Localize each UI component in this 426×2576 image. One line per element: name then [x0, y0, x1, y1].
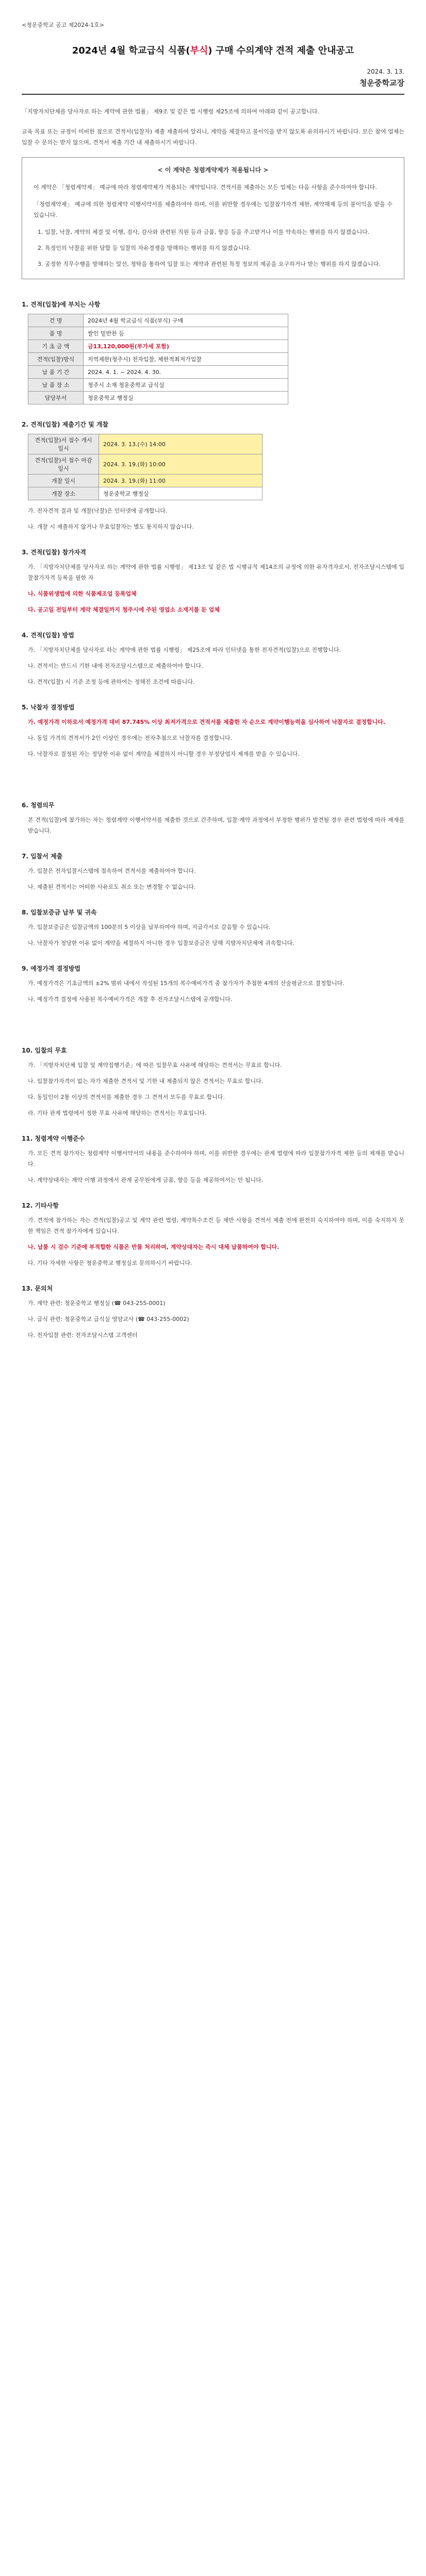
schedule-table — [28, 434, 263, 500]
title-area — [22, 43, 404, 57]
section-award-method — [22, 703, 404, 759]
section-paragraph: 가. 입찰은 전자입찰시스템에 접속하여 견적서를 제출하여야 합니다. — [28, 868, 196, 874]
section-heading: 2. 견적(입찰) 제출기간 및 개찰 — [22, 421, 109, 428]
section-heading: 11. 청렴계약 이행준수 — [22, 1135, 85, 1142]
section-paragraph: 다. 견적(입찰) 시 기준 조정 등에 관하여는 정해진 조건에 따릅니다. — [28, 679, 195, 685]
intro-text: 「지방자치단체를 당사자로 하는 계약에 관한 법률」 제9조 및 같은 법 시행령 제25조에 의하여 아래와 같이 공고합니다. — [22, 108, 320, 115]
section-note: 나. 개찰 시 제출하지 않거나 무효입찰자는 별도 통지하지 않습니다. — [28, 523, 194, 530]
table-key: 납 품 장 소 — [28, 379, 84, 392]
section-integrity — [22, 801, 404, 836]
section-paragraph: 본 견적(입찰)에 참가하는 자는 청렴계약 이행서약서를 제출한 것으로 간주하며, 입찰·계약 과정에서 부정한 행위가 발견될 경우 관련 법령에 따라 제재를 받습니다. — [28, 817, 404, 834]
section-submission — [22, 852, 404, 892]
section-misc — [22, 1201, 404, 1268]
section-heading: 6. 청렴의무 — [22, 802, 55, 809]
table-row — [28, 474, 263, 487]
table-row — [28, 314, 288, 327]
table-value: 2024년 4월 학교급식 식품(부식) 구매 — [84, 314, 288, 327]
section-paragraph: 나. 납품 시 검수 기준에 부적합한 식품은 반품 처리하며, 계약상대자는 즉시 대체 납품하여야 합니다. — [28, 1244, 280, 1250]
section-heading: 5. 낙찰자 결정방법 — [22, 704, 75, 711]
table-value: 청주시 소재 청운중학교 급식실 — [84, 379, 288, 392]
section-paragraph: 나. 낙찰자가 정당한 이유 없이 계약을 체결하지 아니한 경우 입찰보증금은 당해 지방자치단체에 귀속합니다. — [28, 940, 294, 946]
date-org-block — [22, 66, 404, 89]
table-value: 지역제한(청주시) 전자입찰, 제한적최저가입찰 — [84, 353, 288, 366]
table-key: 개찰 장소 — [28, 487, 99, 500]
section-paragraph: 다. 공고일 전일부터 계약 체결일까지 청주시에 주된 영업소 소재지를 둔 업체 — [28, 606, 220, 613]
title-divider — [22, 94, 404, 95]
section-estimated-price — [22, 964, 404, 1005]
page-title: 2024년 4월 학교급식 식품(부식) 구매 수의계약 견적 제출 안내공고 — [72, 45, 354, 56]
table-row — [28, 434, 263, 454]
section-paragraph: 가. 견적에 참가하는 자는 견적(입찰)공고 및 계약 관련 법령, 계약특수조건 등 제반 사항을 견적서 제출 전에 완전히 숙지하여야 하며, 이를 숙지하지 못한 책임은 견적 참가자에게 있습니다. — [28, 1217, 404, 1234]
table-key: 개찰 일시 — [28, 474, 99, 487]
section-bid-items — [22, 300, 404, 404]
section-bid-method — [22, 631, 404, 687]
section-paragraph: 나. 예정가격 결정에 사용된 복수예비가격은 개찰 후 전자조달시스템에 공개합니다. — [28, 996, 233, 1003]
issuer-name: 청운중학교장 — [359, 78, 404, 88]
table-row — [28, 340, 288, 353]
table-row — [28, 353, 288, 366]
table-key: 견적(입찰)서 접수 마감일시 — [28, 454, 99, 474]
table-key: 견적(입찰)방식 — [28, 353, 84, 366]
intro-text-2: 교육 목표 또는 규정이 미비한 점으로 견적서(입찰자) 제출 제출하여 알리니, 계약을 체결하고 불이익을 받지 않도록 유의하시기 바랍니다. 모든 참여 업체는 입찰 수 문의는 받지 않으며, 견적서 제출 기간 내 제출하시기 바랍니다. — [22, 128, 404, 146]
section-contact — [22, 1284, 404, 1341]
section-paragraph: 라. 기타 관계 법령에서 정한 무효 사유에 해당하는 견적서는 무효입니다. — [28, 1110, 207, 1116]
section-heading: 10. 입찰의 무효 — [22, 1047, 67, 1054]
table-row — [28, 454, 263, 474]
notice-date: 2024. 3. 13. — [367, 68, 404, 75]
integrity-item: 2. 특정인의 낙찰을 위한 담합 등 입찰의 자유경쟁을 방해하는 행위를 하지 않겠습니다. — [38, 245, 251, 251]
table-value: 금13,120,000원(부가세 포함) — [84, 340, 288, 353]
table-value: 청운중학교 행정실 — [99, 487, 263, 500]
integrity-para-2: 「청렴계약제」 예규에 의한 청렴계약 이행서약서를 제출하여야 하며, 이를 위반할 경우에는 입찰참가자격 제한, 계약해제 등의 불이익을 받을 수 있습니다. — [34, 201, 392, 218]
table-row — [28, 392, 288, 404]
table-value: 쌀인 밑반찬 등 — [84, 327, 288, 340]
table-key: 견적(입찰)서 접수 개시일시 — [28, 434, 99, 454]
table-key: 건 명 — [28, 314, 84, 327]
integrity-box-title: < 이 계약은 청렴계약제가 적용됩니다 > — [157, 166, 269, 174]
integrity-item: 1. 입찰, 낙찰, 계약의 체결 및 이행, 검사, 감사와 관련된 직원 등과 금품, 향응 등을 주고받거나 이를 약속하는 행위를 하지 않겠습니다. — [38, 229, 370, 235]
section-deposit — [22, 908, 404, 948]
table-key: 품 명 — [28, 327, 84, 340]
section-heading: 3. 견적(입찰) 참가자격 — [22, 549, 86, 556]
table-row — [28, 379, 288, 392]
integrity-para-1: 이 계약은 「청렴계약제」 예규에 따라 청렴계약제가 적용되는 계약입니다. 견적서를 제출하는 모든 업체는 다음 사항을 준수하여야 합니다. — [34, 184, 377, 191]
section-paragraph: 나. 제출된 견적서는 어떠한 사유로도 취소 또는 변경할 수 없습니다. — [28, 884, 196, 890]
section-heading: 7. 입찰서 제출 — [22, 853, 63, 860]
section-heading: 4. 견적(입찰) 방법 — [22, 632, 74, 639]
table-key: 담당부서 — [28, 392, 84, 404]
table-row — [28, 327, 288, 340]
section-heading: 1. 견적(입찰)에 부치는 사항 — [22, 301, 101, 308]
section-paragraph: 나. 견적서는 반드시 기한 내에 전자조달시스템으로 제출하여야 합니다. — [28, 663, 203, 669]
section-integrity-compliance — [22, 1134, 404, 1185]
section-paragraph: 가. 예정가격 이하로서 예정가격 대비 87.745% 이상 최저가격으로 견적서를 제출한 자 순으로 계약이행능력을 심사하여 낙찰자로 결정합니다. — [28, 719, 386, 725]
section-schedule — [22, 420, 404, 532]
section-heading: 8. 입찰보증금 납부 및 귀속 — [22, 909, 97, 916]
notice-number: <청운중학교 공고 제2024-1호> — [22, 22, 105, 28]
section-paragraph: 가. 「지방자치단체를 당사자로 하는 계약에 관한 법률 시행령」 제25조에 따라 인터넷을 통한 전자견적(입찰)으로 진행합니다. — [28, 647, 341, 653]
section-paragraph: 다. 기타 자세한 사항은 청운중학교 행정실로 문의하시기 바랍니다. — [28, 1260, 192, 1266]
section-note: 가. 전자견적 결과 및 개찰(낙찰)은 인터넷에 공개합니다. — [28, 507, 168, 514]
section-paragraph: 나. 동일 가격의 견적서가 2인 이상인 경우에는 전자추첨으로 낙찰자를 결정합니다. — [28, 735, 233, 741]
table-value: 2024. 3. 19.(화) 10:00 — [99, 454, 263, 474]
section-paragraph: 나. 계약상대자는 계약 이행 과정에서 관계 공무원에게 금품, 향응 등을 제공하여서는 안 됩니다. — [28, 1177, 264, 1183]
section-paragraph: 가. 「지방자치단체 입찰 및 계약집행기준」에 따른 입찰무효 사유에 해당하는 견적서는 무효로 합니다. — [28, 1062, 282, 1069]
spacer — [22, 1010, 404, 1030]
section-eligibility — [22, 548, 404, 615]
section-heading: 9. 예정가격 결정방법 — [22, 965, 81, 972]
section-paragraph: 가. 모든 견적 참가자는 청렴계약 이행서약서의 내용을 준수하여야 하며, 이를 위반한 경우에는 관계 법령에 따라 입찰참가자격 제한 등의 제재를 받습니다. — [28, 1150, 404, 1167]
section-paragraph: 나. 입찰참가자격이 없는 자가 제출한 견적서 및 기한 내 제출되지 않은 견적서는 무효로 합니다. — [28, 1078, 264, 1084]
integrity-item: 3. 공정한 직무수행을 방해하는 알선, 청탁을 통하여 입찰 또는 계약과 관련된 특정 정보의 제공을 요구하거나 받는 행위를 하지 않겠습니다. — [38, 261, 381, 267]
spacer — [22, 765, 404, 785]
section-paragraph: 다. 전자입찰 관련: 전자조달시스템 고객센터 — [28, 1332, 138, 1338]
bid-info-table — [28, 314, 288, 404]
section-paragraph: 가. 예정가격은 기초금액의 ±2% 범위 내에서 작성된 15개의 복수예비가격 중 참가자가 추첨한 4개의 산술평균으로 결정합니다. — [28, 980, 345, 987]
integrity-box — [22, 157, 404, 279]
section-paragraph: 다. 낙찰자로 결정된 자는 정당한 이유 없이 계약을 체결하지 아니할 경우 부정당업자 제재를 받을 수 있습니다. — [28, 751, 300, 757]
table-value: 2024. 4. 1. ~ 2024. 4. 30. — [84, 366, 288, 379]
section-invalid-bids — [22, 1046, 404, 1118]
section-paragraph: 가. 입찰보증금은 입찰금액의 100분의 5 이상을 납부하여야 하며, 지급각서로 갈음할 수 있습니다. — [28, 924, 271, 930]
table-value: 청운중학교 행정실 — [84, 392, 288, 404]
table-value: 2024. 3. 13.(수) 14:00 — [99, 434, 263, 454]
table-key: 납 품 기 간 — [28, 366, 84, 379]
section-paragraph: 나. 급식 관련: 청운중학교 급식실 영양교사 (☎ 043-255-0002) — [28, 1316, 189, 1323]
table-key: 기 초 금 액 — [28, 340, 84, 353]
section-paragraph: 가. 「지방자치단체를 당사자로 하는 계약에 관한 법률 시행령」 제13조 및 같은 법 시행규칙 제14조의 규정에 의한 유자격자로서, 전자조달시스템에 입찰참가자격 등록을 필한 자 — [28, 564, 404, 581]
section-heading: 12. 기타사항 — [22, 1202, 59, 1209]
table-value: 2024. 3. 19.(화) 11:00 — [99, 474, 263, 487]
section-paragraph: 나. 식품위생법에 의한 식품제조업 등록업체 — [28, 590, 137, 597]
section-heading: 13. 문의처 — [22, 1285, 53, 1292]
table-row — [28, 487, 263, 500]
section-paragraph: 가. 계약 관련: 청운중학교 행정실 (☎ 043-255-0001) — [28, 1300, 166, 1307]
table-row — [28, 366, 288, 379]
section-paragraph: 다. 동일인이 2통 이상의 견적서를 제출한 경우 그 견적서 모두를 무효로 합니다. — [28, 1094, 225, 1100]
